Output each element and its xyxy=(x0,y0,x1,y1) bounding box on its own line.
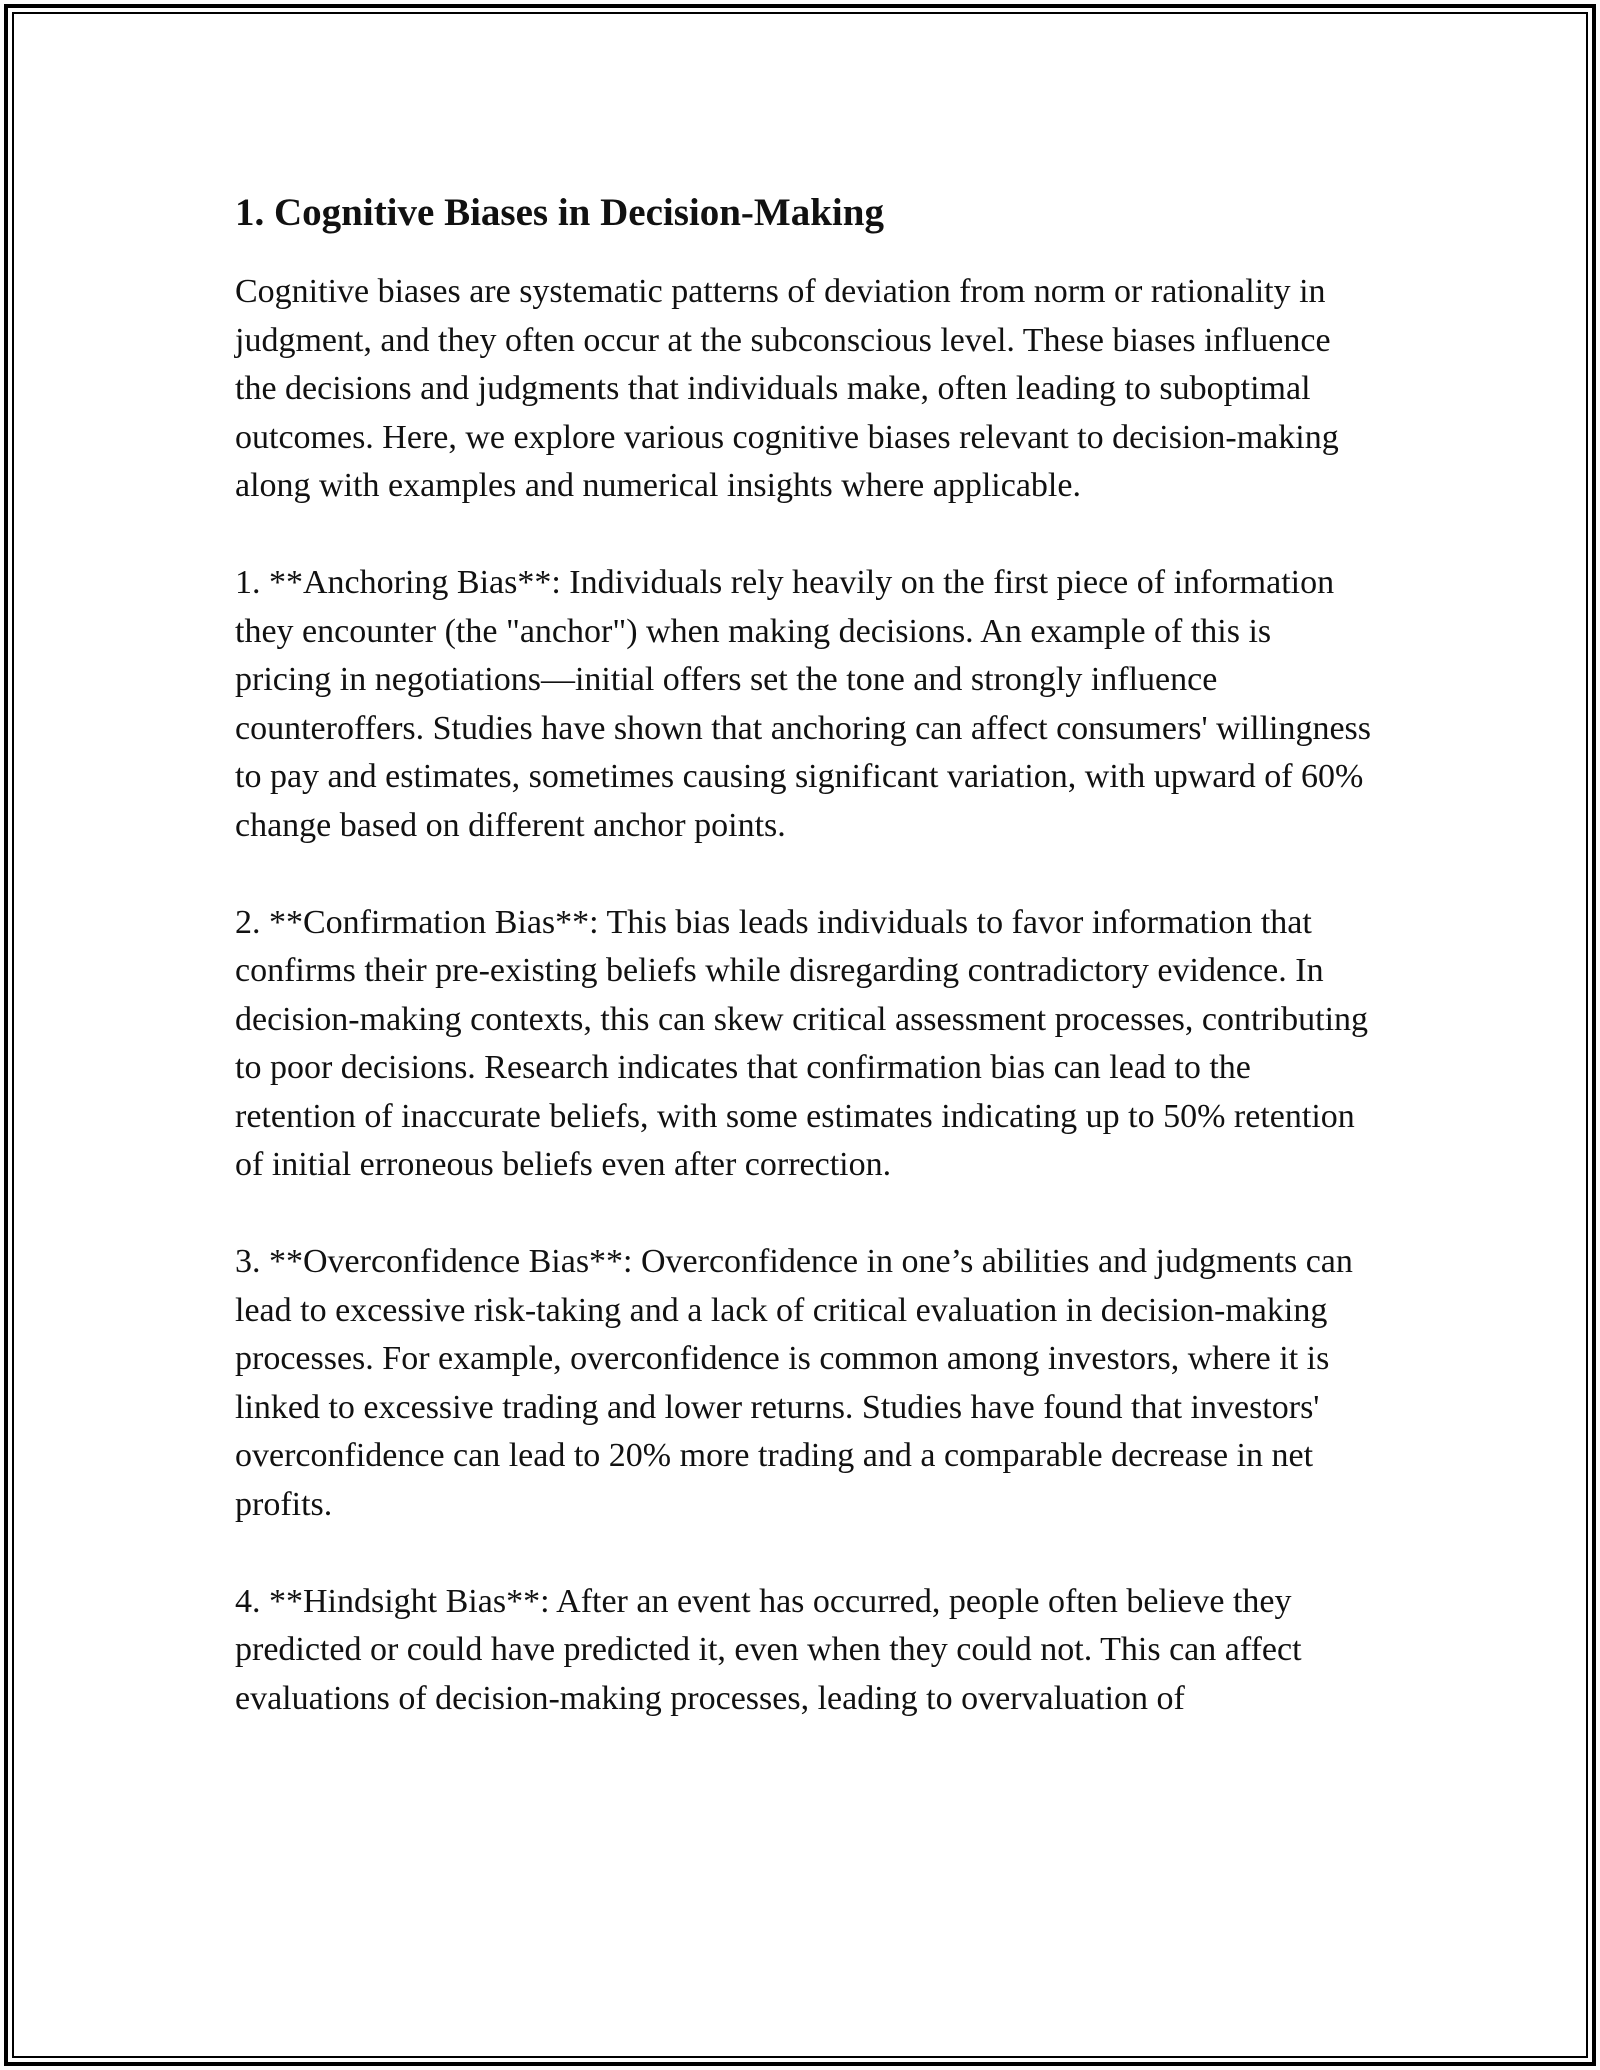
intro-paragraph: Cognitive biases are systematic patterns of deviation from norm or rationality in judgment, and they often occur at the subconscious level. These biases influence the decisions and judgments that individuals make, often leading to suboptimal outcomes. Here, we explore various cognitive biases relevant to decision-making along with examples and numerical insights where applicable. xyxy=(235,273,1339,504)
overconfidence-bias-paragraph: 3. **Overconfidence Bias**: Overconfidence in one’s abilities and judgments can lead to excessive risk-taking and a lack of critical evaluation in decision-making processes. For example, overconfidence is common among investors, where it is linked to excessive trading and lower returns. Studies have found that investors' overconfidence can lead to 20% more trading and a comparable decrease in net profits. xyxy=(235,1243,1353,1523)
section-heading: 1. Cognitive Biases in Decision-Making xyxy=(235,191,884,234)
confirmation-bias-paragraph: 2. **Confirmation Bias**: This bias leads individuals to favor information that confirms their pre-existing beliefs while disregarding contradictory evidence. In decision-making contexts, this can skew critical assessment processes, contributing to poor decisions. Research indicates that confirmation bias can lead to the retention of inaccurate beliefs, with some estimates indicating up to 50% retention of initial erroneous beliefs even after correction. xyxy=(235,903,1369,1183)
document-body xyxy=(235,188,1375,1772)
hindsight-bias-paragraph: 4. **Hindsight Bias**: After an event has occurred, people often believe they predicted or could have predicted it, even when they could not. This can affect evaluations of decision-making processes, leading to overvaluation of xyxy=(235,1582,1302,1717)
anchoring-bias-paragraph: 1. **Anchoring Bias**: Individuals rely heavily on the first piece of information they encounter (the "anchor") when making decisions. An example of this is pricing in negotiations—initial offers set the tone and strongly influence counteroffers. Studies have shown that anchoring can affect consumers' willingness to pay and estimates, sometimes causing significant variation, with upward of 60% change based on different anchor points. xyxy=(235,564,1372,844)
